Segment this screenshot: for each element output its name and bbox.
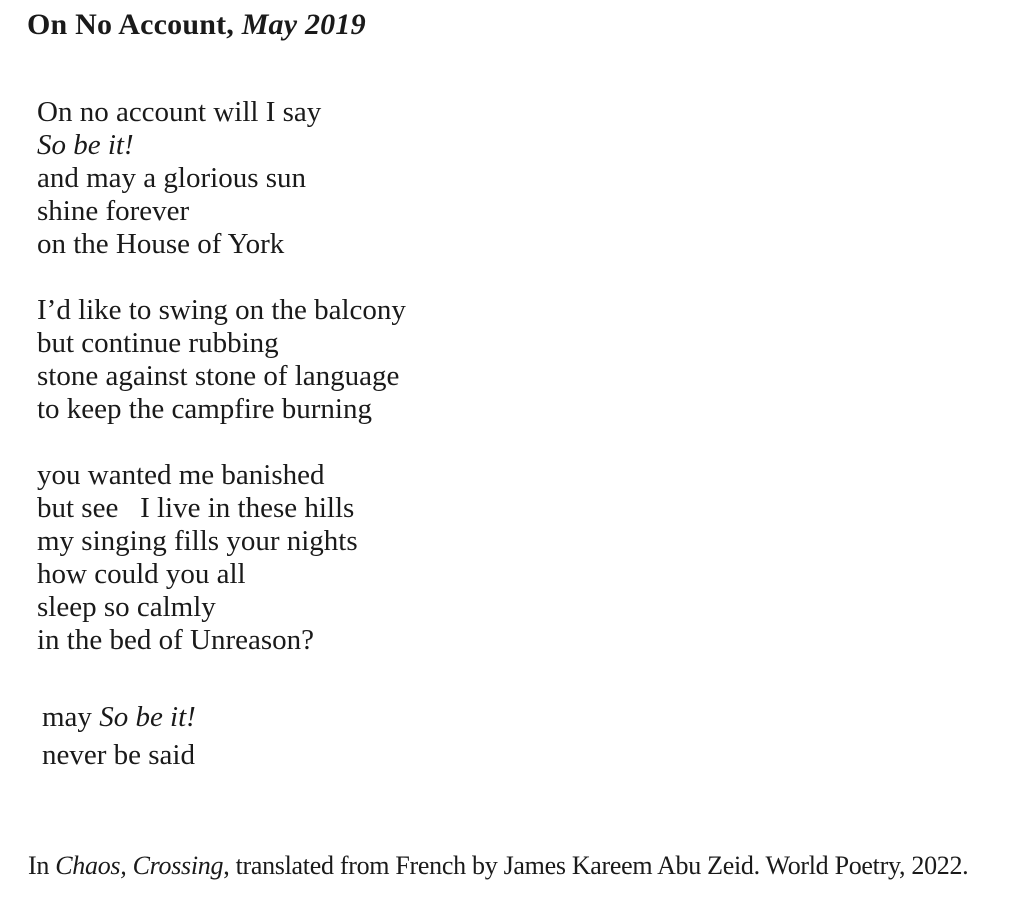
poem-line: On no account will I say xyxy=(37,96,322,128)
stanza-4 xyxy=(42,698,406,774)
poem-body xyxy=(37,96,406,807)
attribution-line xyxy=(28,850,968,881)
poem-line: sleep so calmly xyxy=(37,591,216,623)
poem-line: but continue rubbing xyxy=(37,327,279,359)
page-title-date: May 2019 xyxy=(241,8,366,41)
stanza-3 xyxy=(37,459,406,657)
poem-line: my singing fills your nights xyxy=(37,525,358,557)
poem-line: on the House of York xyxy=(37,228,285,260)
poem-line-start: may xyxy=(42,701,100,733)
poem-line: shine forever xyxy=(37,195,190,227)
poem-line: stone against stone of language xyxy=(37,360,400,392)
poem-line-italic: So be it! xyxy=(37,129,134,161)
poem-line: you wanted me banished xyxy=(37,459,325,491)
poem-line-italic: So be it! xyxy=(99,701,196,733)
attribution-prefix: In xyxy=(28,851,56,880)
poem-line: to keep the campfire burning xyxy=(37,393,372,425)
poem-line: and may a glorious sun xyxy=(37,162,307,194)
book-title: Chaos, Crossing xyxy=(55,851,224,880)
poem-line: how could you all xyxy=(37,558,246,590)
poem-line: never be said xyxy=(42,739,195,771)
page-title-main: On No Account, xyxy=(27,8,242,41)
stanza-1 xyxy=(37,96,406,261)
poem-line: I’d like to swing on the balcony xyxy=(37,294,406,326)
attribution-suffix: , translated from French by James Kareem Abu Zeid. World Poetry, 2022. xyxy=(223,851,969,880)
stanza-2 xyxy=(37,294,406,426)
poem-line: in the bed of Unreason? xyxy=(37,624,315,656)
poem-line xyxy=(42,698,406,736)
poem-line: but see I live in these hills xyxy=(37,492,355,524)
page-title xyxy=(27,8,366,42)
